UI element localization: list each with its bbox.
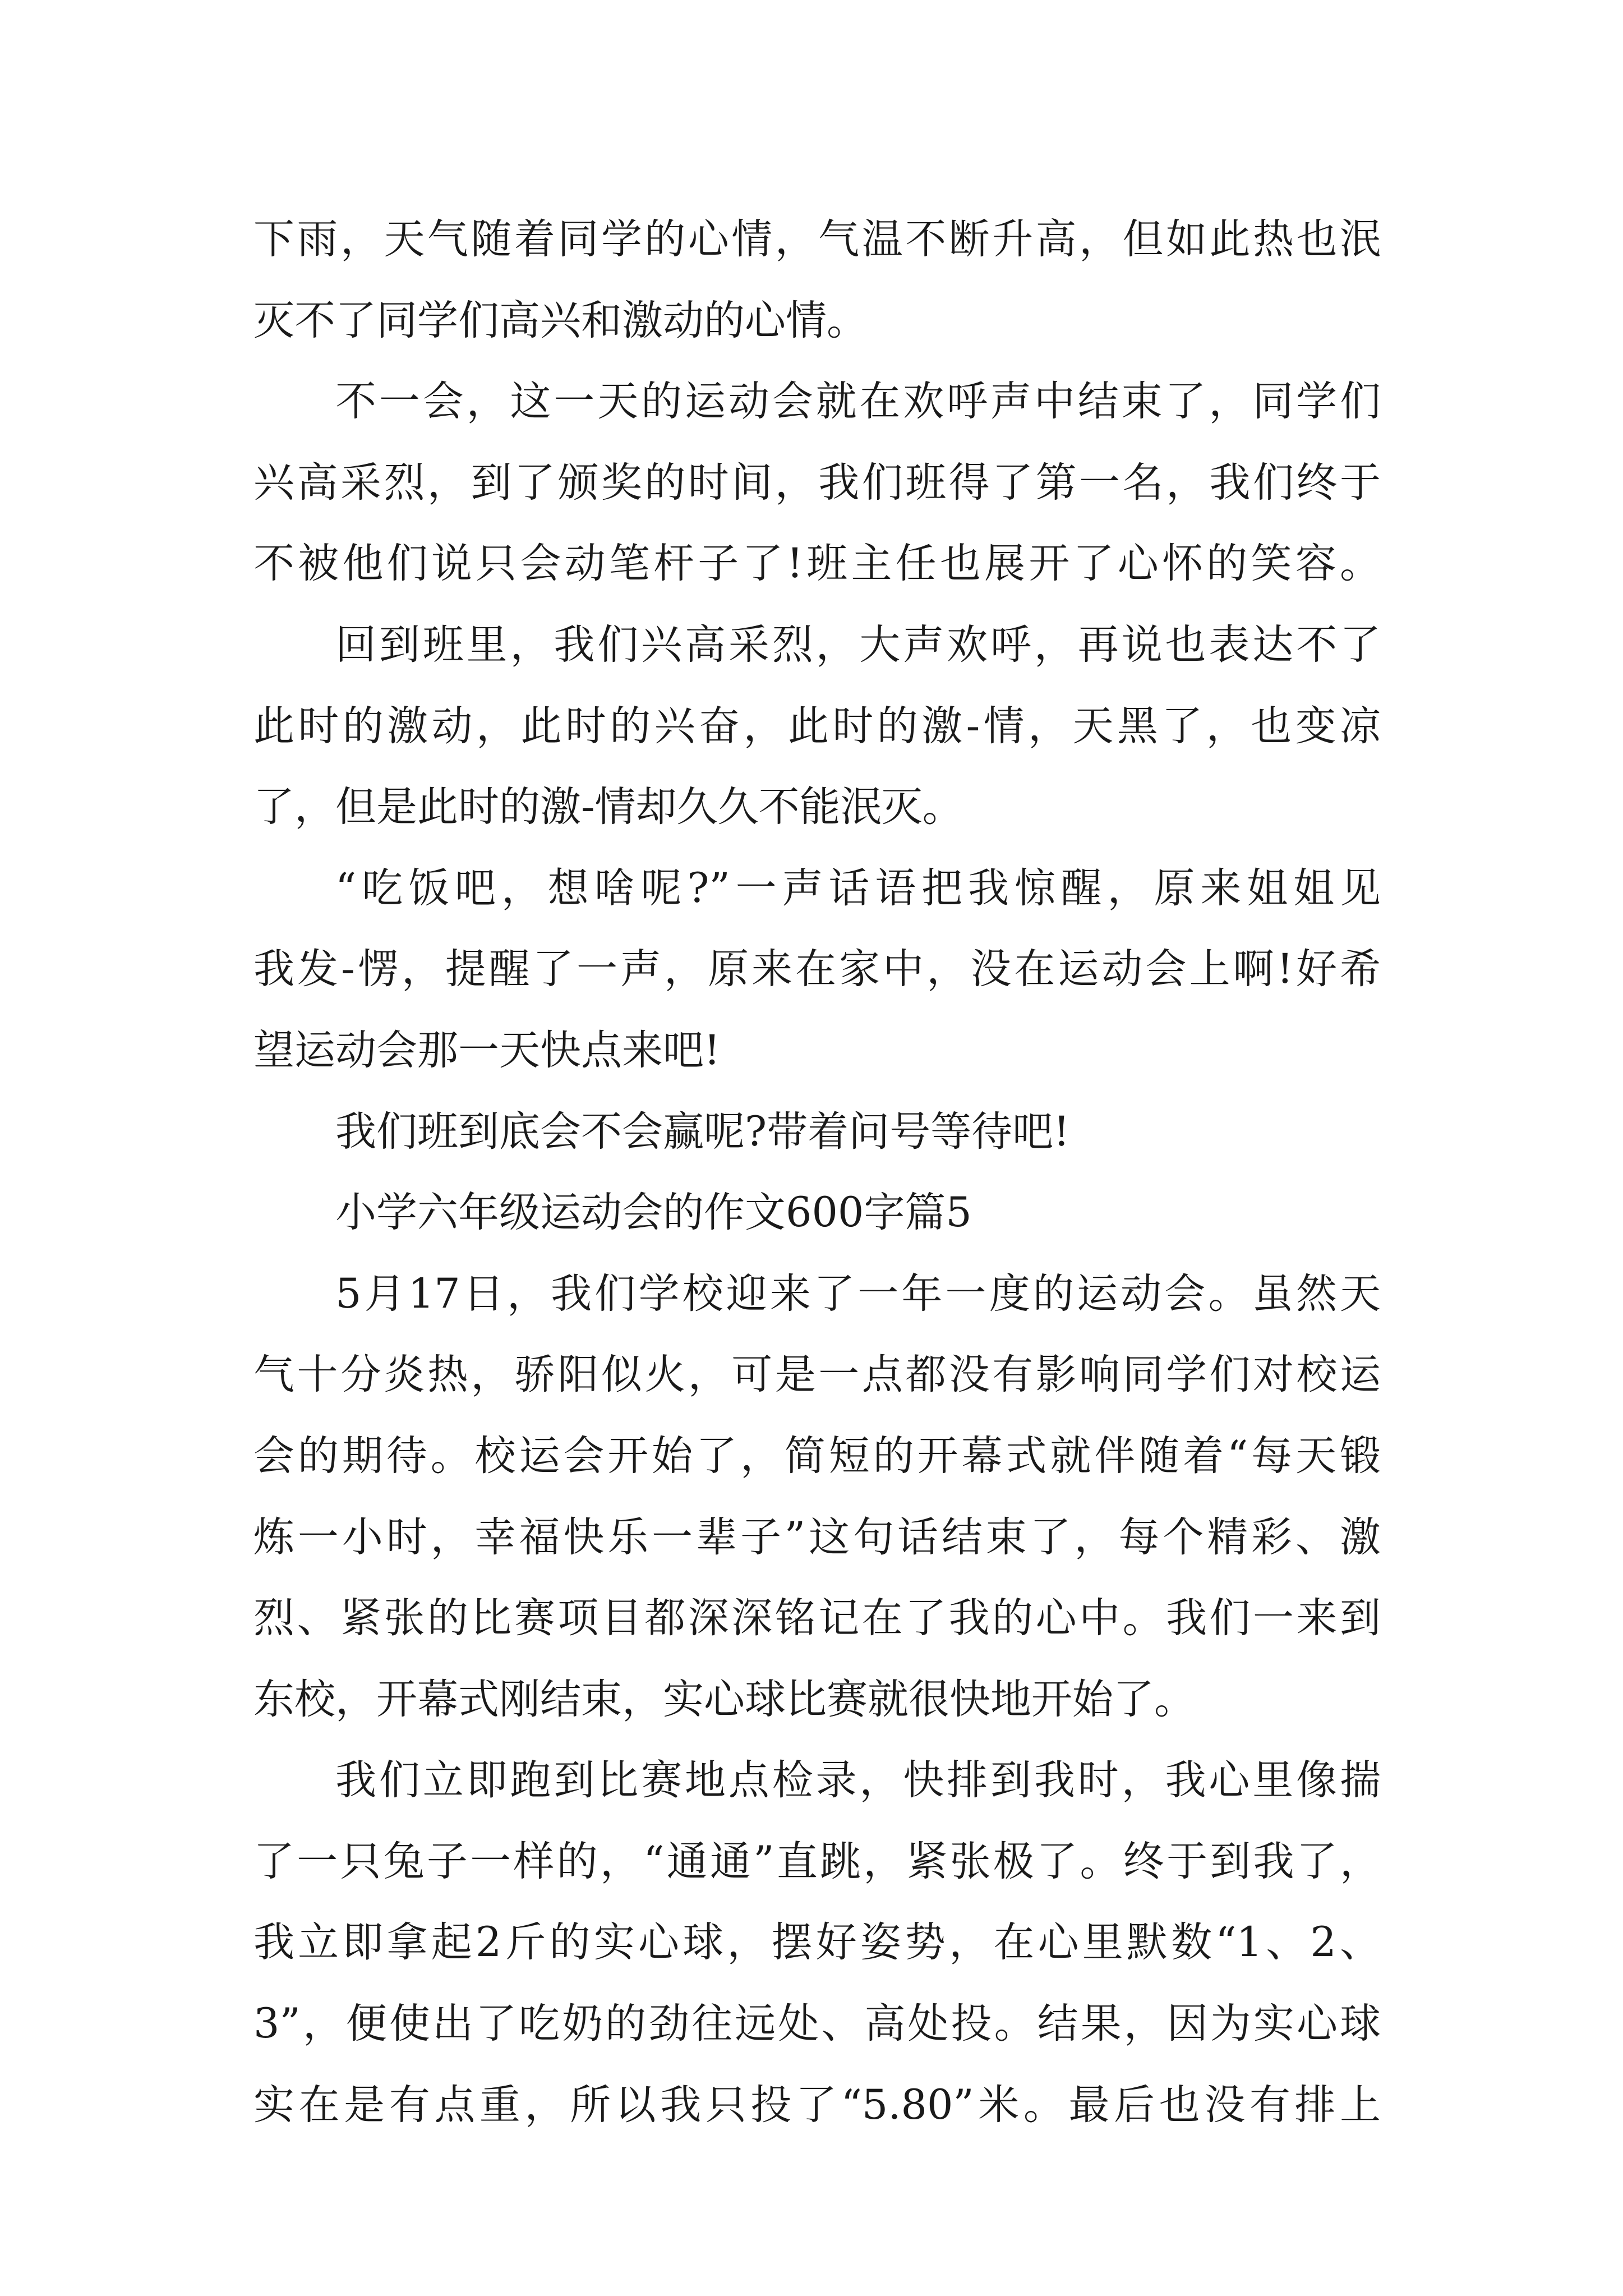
- text-line: 了一只兔子一样的，“通通”直跳，紧张极了。终于到我了，: [253, 1837, 1381, 1885]
- text-line: 兴高采烈，到了颁奖的时间，我们班得了第一名，我们终于: [253, 458, 1381, 507]
- text-line: 实在是有点重，所以我只投了“5.80”米。最后也没有排上: [253, 2081, 1381, 2129]
- text-line: 3”，便使出了吃奶的劲往远处、高处投。结果，因为实心球: [253, 2000, 1381, 2048]
- text-line: 下雨，天气随着同学的心情，气温不断升高，但如此热也泯: [253, 215, 1381, 263]
- text-line: 望运动会那一天快点来吧!: [253, 1026, 721, 1074]
- text-line: 炼一小时，幸福快乐一辈子”这句话结束了，每个精彩、激: [253, 1513, 1381, 1561]
- text-line: 不一会，这一天的运动会就在欢呼声中结束了，同学们: [335, 378, 1381, 426]
- text-line: 回到班里，我们兴高采烈，大声欢呼，再说也表达不了: [335, 620, 1381, 669]
- text-line: 小学六年级运动会的作文600字篇5: [335, 1189, 972, 1237]
- text-line: 灭不了同学们高兴和激动的心情。: [253, 296, 868, 344]
- text-line: 气十分炎热，骄阳似火，可是一点都没有影响同学们对校运: [253, 1351, 1381, 1399]
- text-line: 5月17日，我们学校迎来了一年一度的运动会。虽然天: [335, 1269, 1381, 1318]
- text-line: “吃饭吧，想啥呢?”一声话语把我惊醒，原来姐姐见: [335, 864, 1381, 912]
- text-line: 会的期待。校运会开始了，简短的开幕式就伴随着“每天锻: [253, 1432, 1381, 1480]
- text-line: 我发-愣，提醒了一声，原来在家中，没在运动会上啊!好希: [253, 945, 1381, 993]
- text-line: 烈、紧张的比赛项目都深深铭记在了我的心中。我们一来到: [253, 1594, 1381, 1642]
- text-line: 此时的激动，此时的兴奋，此时的激-情，天黑了，也变凉: [253, 702, 1381, 750]
- text-line: 了，但是此时的激-情却久久不能泯灭。: [253, 783, 963, 831]
- text-line: 我立即拿起2斤的实心球，摆好姿势，在心里默数“1、2、: [253, 1918, 1381, 1967]
- text-line: 我们立即跑到比赛地点检录，快排到我时，我心里像揣: [335, 1756, 1381, 1805]
- text-line: 东校，开幕式刚结束，实心球比赛就很快地开始了。: [253, 1675, 1195, 1723]
- body-text: [253, 199, 1381, 2146]
- text-line: 我们班到底会不会赢呢?带着问号等待吧!: [335, 1107, 1070, 1156]
- text-line: 不被他们说只会动笔杆子了!班主任也展开了心怀的笑容。: [253, 540, 1381, 588]
